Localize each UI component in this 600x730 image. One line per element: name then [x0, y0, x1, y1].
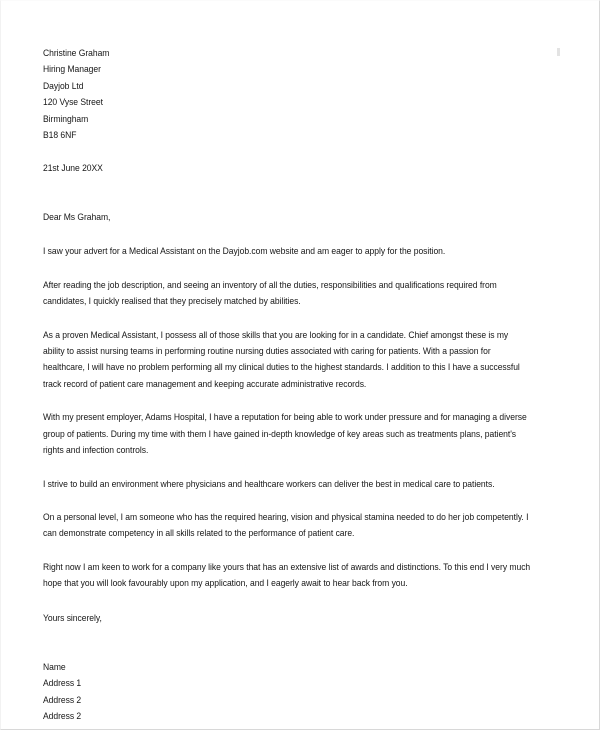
letter-paragraph: After reading the job description, and seeing an inventory of all the duties, responsibilities and qualifications required from candidates, I quickly realised that they precisely matched by abilities. [43, 279, 497, 307]
signature-block [43, 659, 532, 725]
letter-paragraph: Right now I am keen to work for a company like yours that has an extensive list of awards and distinctions. To this end I very much hope that you will look favourably upon my application, and I eagerly await to hear back from you. [43, 561, 531, 589]
recipient-address-block [43, 45, 532, 143]
signature-name: Name [43, 661, 66, 672]
letter-paragraph: On a personal level, I am someone who has the required hearing, vision and physical stamina needed to do her job competently. I can demonstrate competency in all skills related to the performance of patient care. [43, 511, 529, 539]
recipient-company: Dayjob Ltd [43, 80, 84, 91]
page-corner-mark [557, 48, 560, 56]
signature-address-1: Address 1 [43, 678, 82, 689]
letter-paragraph: As a proven Medical Assistant, I possess all of those skills that you are looking for in a candidate. Chief amongst these is my ability to assist nursing teams in performing routine nursing duties associated with caring for patients. With a passion for healthcare, I will have no problem performing all my clinical duties to the highest standards. I addition to this I have a successful track record of patient care management and keeping accurate administrative records. [43, 329, 520, 389]
letter-salutation: Dear Ms Graham, [43, 212, 111, 223]
letter-date: 21st June 20XX [43, 162, 103, 173]
letter-paragraph: I saw your advert for a Medical Assistant on the Dayjob.com website and am eager to apply for the position. [43, 246, 446, 257]
recipient-street: 120 Vyse Street [43, 97, 103, 108]
signature-address-2: Address 2 [43, 694, 82, 705]
letter-closing: Yours sincerely, [43, 612, 102, 623]
recipient-postcode: B18 6NF [43, 130, 77, 141]
signature-address-3: Address 2 [43, 711, 82, 722]
letter-paragraph: I strive to build an environment where physicians and healthcare workers can deliver the best in medical care to patients. [43, 478, 495, 489]
letter-body [43, 45, 532, 725]
letter-paragraph: With my present employer, Adams Hospital, I have a reputation for being able to work under pressure and for managing a diverse group of patients. During my time with them I have gained in-depth knowledge of key areas such as treatments plans, patient's rights and infection controls. [43, 412, 527, 456]
recipient-title: Hiring Manager [43, 64, 101, 75]
recipient-city: Birmingham [43, 113, 89, 124]
recipient-name: Christine Graham [43, 48, 110, 58]
